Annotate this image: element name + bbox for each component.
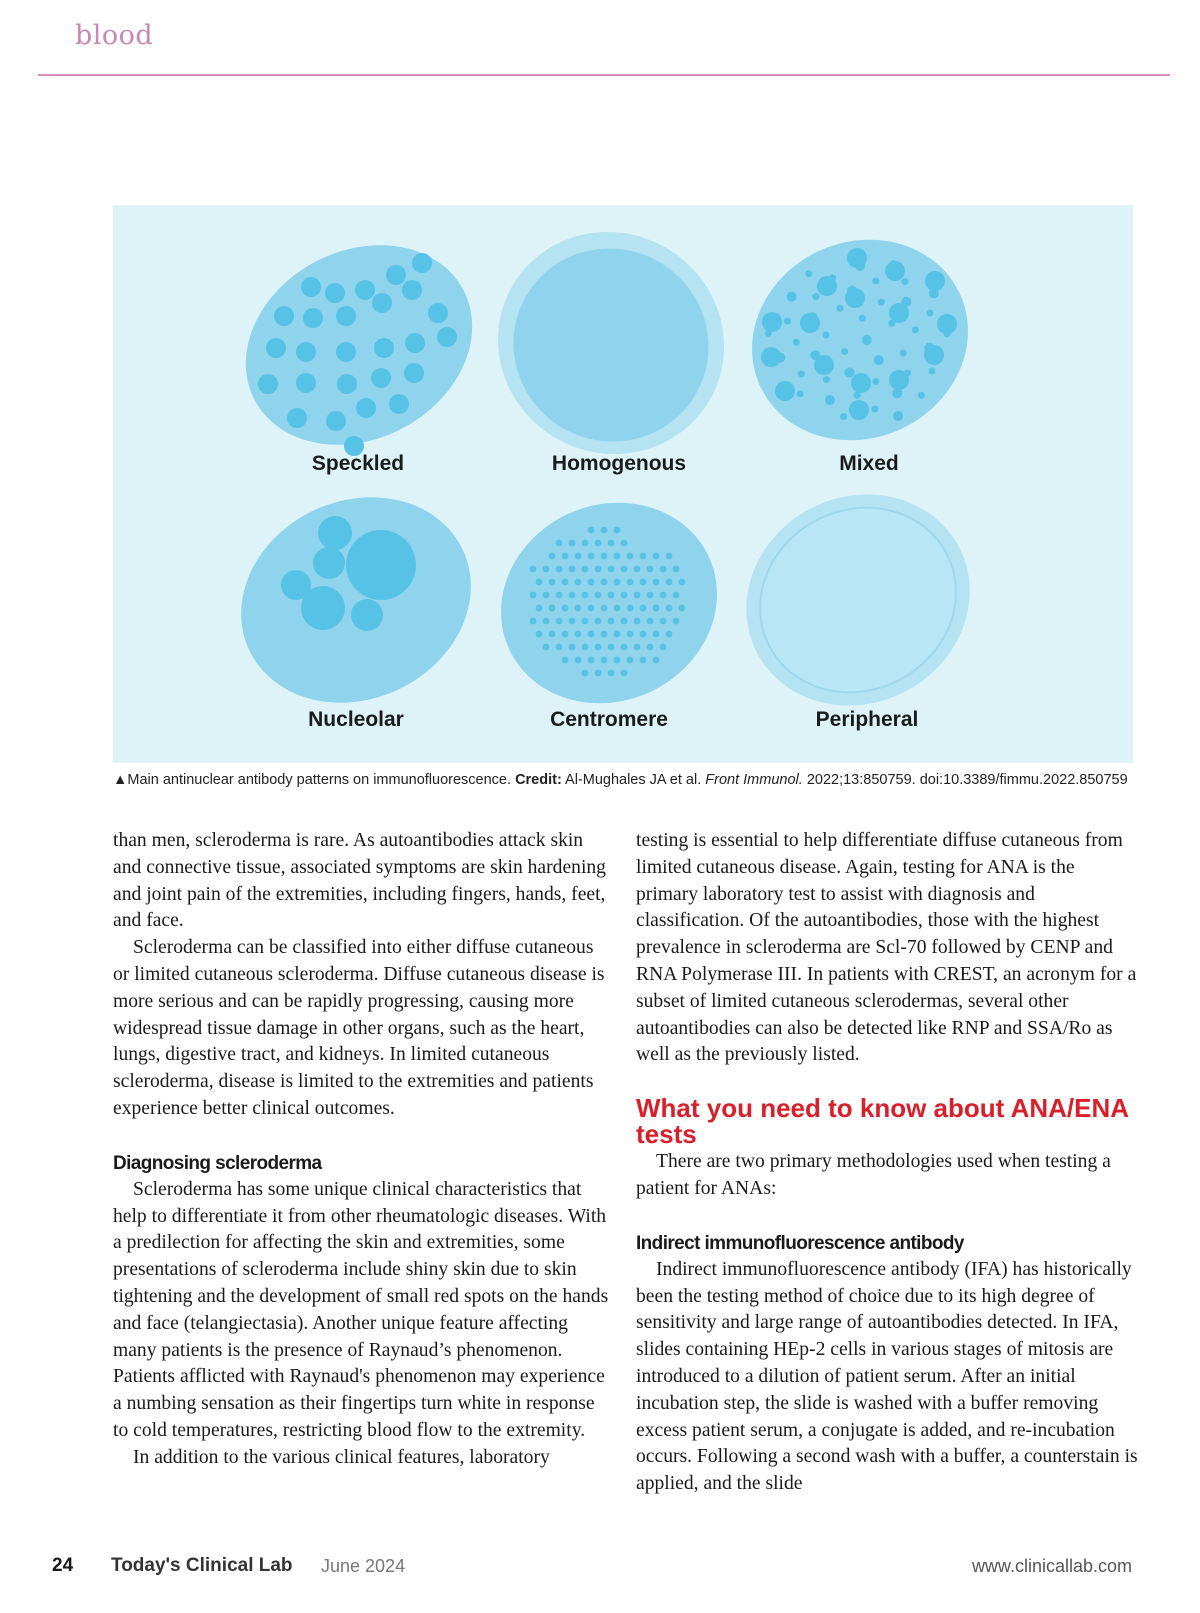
centromere-dot bbox=[640, 605, 647, 612]
mixed-large-dot bbox=[925, 271, 945, 291]
centromere-dot bbox=[660, 592, 667, 599]
mixed-large-dot bbox=[775, 381, 795, 401]
speckle-dot bbox=[274, 306, 294, 326]
centromere-dot bbox=[627, 579, 634, 586]
centromere-dot bbox=[634, 644, 641, 651]
left-paragraph-3: Scleroderma has some unique clinical characteristics that help to differentiate it from other rheumatologic diseases. With a predilection for affecting the skin and extremities, some presentations of scleroderma include shiny skin due to skin tightening and the development of small red spots on the hands and face (telangiectasia). Another unique feature affecting many patients is the presence of Raynaud’s phenomenon. Patients afflicted with Raynaud's phenomenon may experience a numbing sensation as their fingertips turn white in response to cold temperatures, restricting blood flow to the extremity. bbox=[113, 1178, 609, 1441]
left-paragraph-4: In addition to the various clinical features, laboratory bbox=[133, 1446, 550, 1468]
centromere-dot bbox=[660, 566, 667, 573]
centromere-dot bbox=[569, 618, 576, 625]
centromere-dot bbox=[621, 618, 628, 625]
speckle-dot bbox=[356, 398, 376, 418]
speckle-dot bbox=[287, 408, 307, 428]
centromere-dot bbox=[621, 540, 628, 547]
centromere-dot bbox=[595, 670, 602, 677]
centromere-dot bbox=[530, 592, 537, 599]
centromere-dot bbox=[582, 540, 589, 547]
mixed-small-dot bbox=[892, 388, 902, 398]
centromere-dot bbox=[575, 553, 582, 560]
centromere-dot bbox=[595, 592, 602, 599]
mixed-small-dot bbox=[793, 339, 800, 346]
centromere-dot bbox=[582, 618, 589, 625]
label-speckled: Speckled bbox=[311, 452, 405, 475]
centromere-dot bbox=[601, 553, 608, 560]
centromere-dot bbox=[660, 644, 667, 651]
centromere-dot bbox=[627, 553, 634, 560]
centromere-dot bbox=[549, 605, 556, 612]
header-rule bbox=[38, 74, 1170, 76]
mixed-large-dot bbox=[851, 373, 871, 393]
mixed-small-dot bbox=[888, 320, 895, 327]
centromere-dot bbox=[601, 527, 608, 534]
ana-patterns-figure bbox=[113, 205, 1133, 763]
mixed-small-dot bbox=[784, 318, 791, 325]
centromere-dot bbox=[608, 644, 615, 651]
centromere-dot bbox=[569, 592, 576, 599]
centromere-dot bbox=[673, 566, 680, 573]
mixed-small-dot bbox=[844, 367, 854, 377]
centromere-dot bbox=[601, 579, 608, 586]
speckle-dot bbox=[355, 280, 375, 300]
mixed-small-dot bbox=[787, 292, 797, 302]
centromere-dot bbox=[647, 566, 654, 573]
mixed-small-dot bbox=[798, 370, 805, 377]
centromere-dot bbox=[575, 605, 582, 612]
speckle-dot bbox=[374, 338, 394, 358]
centromere-dot bbox=[543, 618, 550, 625]
centromere-dot bbox=[614, 527, 621, 534]
mixed-small-dot bbox=[855, 261, 865, 271]
centromere-dot bbox=[562, 605, 569, 612]
centromere-dot bbox=[601, 657, 608, 664]
right-column bbox=[636, 828, 1141, 1498]
label-centromere: Centromere bbox=[550, 708, 668, 731]
mixed-small-dot bbox=[840, 413, 847, 420]
mixed-small-dot bbox=[825, 395, 835, 405]
centromere-dot bbox=[653, 605, 660, 612]
caption-text: Main antinuclear antibody patterns on immunofluorescence. bbox=[127, 772, 512, 788]
magazine-name: Today's Clinical Lab bbox=[111, 1555, 293, 1576]
centromere-dot bbox=[582, 670, 589, 677]
centromere-dot bbox=[647, 644, 654, 651]
centromere-dot bbox=[595, 540, 602, 547]
speckle-dot bbox=[296, 342, 316, 362]
centromere-dot bbox=[556, 592, 563, 599]
issue-date: June 2024 bbox=[321, 1556, 406, 1576]
homogenous-cell bbox=[478, 213, 744, 477]
centromere-dot bbox=[621, 566, 628, 573]
speckle-dot bbox=[325, 283, 345, 303]
mixed-small-dot bbox=[925, 343, 935, 353]
mixed-small-dot bbox=[901, 297, 911, 307]
centromere-dot bbox=[640, 553, 647, 560]
centromere-dot bbox=[608, 670, 615, 677]
centromere-dot bbox=[569, 566, 576, 573]
centromere-dot bbox=[588, 527, 595, 534]
centromere-dot bbox=[588, 579, 595, 586]
centromere-dot bbox=[556, 644, 563, 651]
subhead-ifa: Indirect immunofluorescence antibody bbox=[636, 1232, 964, 1254]
centromere-dot bbox=[640, 631, 647, 638]
speckle-dot bbox=[437, 327, 457, 347]
mixed-small-dot bbox=[878, 299, 885, 306]
centromere-dot bbox=[549, 579, 556, 586]
mixed-small-dot bbox=[859, 315, 866, 322]
mixed-small-dot bbox=[829, 274, 836, 281]
caption-citation: 2022;13:850759. doi:10.3389/fimmu.2022.850759 bbox=[806, 772, 1128, 788]
centromere-dot bbox=[660, 618, 667, 625]
left-paragraph-2: Scleroderma can be classified into either diffuse cutaneous or limited cutaneous scleroderma. Diffuse cutaneous disease is more serious and can be rapidly progressing, causing more widespread tissue damage in other organs, such as the heart, lungs, digestive tract, and kidneys. In limited cutaneous scleroderma, disease is limited to the extremities and patients experience better clinical outcomes. bbox=[113, 937, 605, 1119]
centromere-dot bbox=[679, 605, 686, 612]
centromere-dot bbox=[575, 579, 582, 586]
centromere-dot bbox=[556, 566, 563, 573]
left-column bbox=[113, 828, 613, 1472]
subhead-diagnosing: Diagnosing scleroderma bbox=[113, 1152, 322, 1174]
centromere-dot bbox=[569, 644, 576, 651]
centromere-dot bbox=[588, 605, 595, 612]
centromere-dot bbox=[653, 579, 660, 586]
mixed-small-dot bbox=[874, 355, 884, 365]
right-paragraph-1: testing is essential to help differentiate diffuse cutaneous from limited cutaneous disease. Again, testing for ANA is the primary laboratory test to assist with diagnosis and classification. Of the autoantibodies, those with the highest prevalence in scleroderma are Scl-70 followed by CENP and RNA Polymerase III. In patients with CREST, an acronym for a subset of limited cutaneous sclerodermas, several other autoantibodies can also be detected like RNP and SSA/Ro as well as the previously listed. bbox=[636, 830, 1137, 1066]
speckle-dot bbox=[402, 280, 422, 300]
section-label: blood bbox=[75, 20, 154, 51]
centromere-dot bbox=[530, 566, 537, 573]
mixed-large-dot bbox=[849, 400, 869, 420]
left-paragraph-1: than men, scleroderma is rare. As autoantibodies attack skin and connective tissue, associated symptoms are skin hardening and joint pain of the extremities, including fingers, hands, feet, and face. bbox=[113, 830, 606, 932]
centromere-dot bbox=[666, 553, 673, 560]
centromere-dot bbox=[608, 566, 615, 573]
centromere-dot bbox=[543, 566, 550, 573]
section-heading: What you need to know about ANA/ENA tests bbox=[636, 1093, 1129, 1150]
centromere-dot bbox=[621, 592, 628, 599]
centromere-dot bbox=[588, 631, 595, 638]
peripheral-cell-inner bbox=[727, 474, 988, 727]
speckle-dot bbox=[336, 342, 356, 362]
mixed-small-dot bbox=[808, 312, 818, 322]
mixed-small-dot bbox=[810, 350, 820, 360]
speckle-dot bbox=[303, 308, 323, 328]
centromere-dot bbox=[549, 631, 556, 638]
mixed-small-dot bbox=[775, 353, 785, 363]
speckle-dot bbox=[337, 374, 357, 394]
centromere-dot bbox=[634, 592, 641, 599]
speckle-dot bbox=[301, 277, 321, 297]
centromere-dot bbox=[536, 579, 543, 586]
centromere-dot bbox=[634, 618, 641, 625]
centromere-dot bbox=[640, 579, 647, 586]
mixed-small-dot bbox=[805, 270, 812, 277]
centromere-dot bbox=[653, 657, 660, 664]
centromere-dot bbox=[543, 644, 550, 651]
mixed-small-dot bbox=[893, 411, 903, 421]
centromere-dot bbox=[588, 657, 595, 664]
speckle-dot bbox=[371, 368, 391, 388]
mixed-small-dot bbox=[904, 369, 911, 376]
mixed-small-dot bbox=[847, 286, 857, 296]
mixed-small-dot bbox=[929, 367, 936, 374]
mixed-small-dot bbox=[918, 392, 925, 399]
caret-up-icon: ▲ bbox=[113, 772, 128, 788]
centromere-dot bbox=[608, 618, 615, 625]
mixed-small-dot bbox=[929, 288, 939, 298]
mixed-small-dot bbox=[836, 305, 843, 312]
centromere-dot bbox=[653, 553, 660, 560]
mixed-small-dot bbox=[912, 326, 919, 333]
mixed-large-dot bbox=[762, 312, 782, 332]
mixed-small-dot bbox=[944, 330, 951, 337]
centromere-dot bbox=[601, 631, 608, 638]
centromere-dot bbox=[562, 657, 569, 664]
mixed-small-dot bbox=[872, 278, 879, 285]
speckle-dot bbox=[266, 338, 286, 358]
centromere-dot bbox=[673, 592, 680, 599]
centromere-dot bbox=[647, 592, 654, 599]
speckle-dot bbox=[336, 306, 356, 326]
centromere-dot bbox=[582, 644, 589, 651]
mixed-small-dot bbox=[841, 348, 848, 355]
centromere-dot bbox=[614, 605, 621, 612]
label-mixed: Mixed bbox=[839, 452, 899, 475]
centromere-dot bbox=[595, 566, 602, 573]
speckle-dot bbox=[372, 293, 392, 313]
speckle-dot bbox=[386, 265, 406, 285]
centromere-dot bbox=[666, 605, 673, 612]
right-paragraph-2: There are two primary methodologies used when testing a patient for ANAs: bbox=[636, 1151, 1111, 1199]
speckle-dot bbox=[296, 373, 316, 393]
centromere-dot bbox=[562, 553, 569, 560]
centromere-dot bbox=[595, 618, 602, 625]
speckle-dot bbox=[404, 363, 424, 383]
centromere-dot bbox=[575, 657, 582, 664]
centromere-dot bbox=[601, 605, 608, 612]
caption-authors: Al-Mughales JA et al. bbox=[565, 772, 702, 788]
centromere-dot bbox=[582, 566, 589, 573]
centromere-dot bbox=[634, 566, 641, 573]
nucleolus bbox=[313, 547, 345, 579]
centromere-dot bbox=[588, 553, 595, 560]
figure-caption bbox=[113, 770, 1133, 790]
website-link[interactable]: www.clinicallab.com bbox=[971, 1556, 1132, 1576]
centromere-dot bbox=[621, 670, 628, 677]
centromere-dot bbox=[666, 631, 673, 638]
centromere-dot bbox=[647, 618, 654, 625]
mixed-small-dot bbox=[823, 376, 830, 383]
mixed-cell bbox=[719, 205, 1001, 475]
centromere-dot bbox=[608, 540, 615, 547]
centromere-dot bbox=[556, 540, 563, 547]
mixed-small-dot bbox=[872, 378, 879, 385]
centromere-dot bbox=[556, 618, 563, 625]
speckle-dot bbox=[258, 374, 278, 394]
ana-patterns-illustration bbox=[113, 205, 1133, 763]
caption-journal: Front Immunol. bbox=[705, 772, 803, 788]
mixed-small-dot bbox=[862, 335, 872, 345]
mixed-small-dot bbox=[823, 332, 830, 339]
mixed-small-dot bbox=[854, 392, 861, 399]
mixed-small-dot bbox=[812, 293, 819, 300]
caption-credit-label: Credit: bbox=[515, 772, 562, 788]
centromere-dot bbox=[536, 605, 543, 612]
centromere-dot bbox=[569, 540, 576, 547]
nucleolus bbox=[301, 586, 345, 630]
mixed-small-dot bbox=[927, 310, 934, 317]
page-number: 24 bbox=[52, 1555, 74, 1576]
centromere-dot bbox=[666, 579, 673, 586]
centromere-dot bbox=[614, 631, 621, 638]
centromere-dot bbox=[679, 579, 686, 586]
centromere-dot bbox=[640, 657, 647, 664]
centromere-dot bbox=[608, 592, 615, 599]
centromere-dot bbox=[627, 631, 634, 638]
centromere-dot bbox=[614, 657, 621, 664]
mixed-small-dot bbox=[900, 349, 907, 356]
speckle-dot bbox=[412, 253, 432, 273]
nucleolus bbox=[351, 599, 383, 631]
centromere-dot bbox=[536, 631, 543, 638]
speckle-dot bbox=[326, 411, 346, 431]
nucleolus bbox=[346, 530, 416, 600]
centromere-cell bbox=[468, 468, 750, 739]
centromere-dot bbox=[627, 605, 634, 612]
centromere-dot bbox=[627, 657, 634, 664]
mixed-small-dot bbox=[765, 330, 772, 337]
centromere-dot bbox=[582, 592, 589, 599]
mixed-small-dot bbox=[890, 260, 897, 267]
label-peripheral: Peripheral bbox=[815, 708, 919, 731]
mixed-small-dot bbox=[871, 406, 878, 413]
centromere-dot bbox=[575, 631, 582, 638]
centromere-dot bbox=[543, 592, 550, 599]
centromere-dot bbox=[653, 631, 660, 638]
speckle-dot bbox=[389, 394, 409, 414]
centromere-dot bbox=[621, 644, 628, 651]
right-paragraph-3: Indirect immunofluorescence antibody (IFA) has historically been the testing method of choice due to its high degree of sensitivity and large range of autoantibodies detected. In IFA, slides containing HEp-2 cells in various stages of mitosis are introduced to a dilution of patient serum. After an initial incubation step, the slide is washed with a buffer removing excess patient serum, a conjugate is added, and re-incubation occurs. Following a second wash with a buffer, a counterstain is applied, and the slide bbox=[636, 1258, 1138, 1495]
mixed-small-dot bbox=[901, 278, 908, 285]
speckle-dot bbox=[405, 333, 425, 353]
centromere-dot bbox=[549, 553, 556, 560]
label-homogenous: Homogenous bbox=[551, 452, 687, 475]
centromere-dot bbox=[595, 644, 602, 651]
page-footer bbox=[0, 1555, 1200, 1585]
centromere-dot bbox=[562, 631, 569, 638]
mixed-small-dot bbox=[797, 390, 804, 397]
speckle-dot bbox=[428, 303, 448, 323]
centromere-dot bbox=[562, 579, 569, 586]
centromere-dot bbox=[614, 579, 621, 586]
nucleolus bbox=[318, 516, 352, 550]
label-nucleolar: Nucleolar bbox=[308, 708, 404, 731]
centromere-dot bbox=[614, 553, 621, 560]
centromere-dot bbox=[530, 618, 537, 625]
nucleolar-cell bbox=[207, 460, 505, 739]
centromere-dot bbox=[673, 618, 680, 625]
